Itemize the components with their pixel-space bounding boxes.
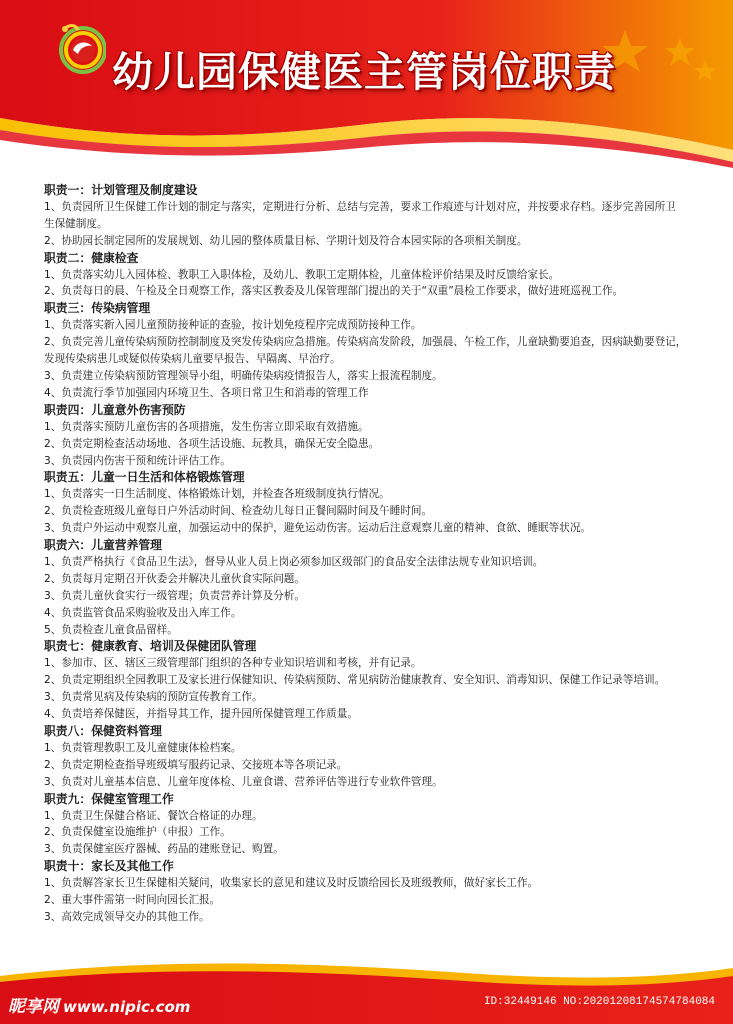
duty-item: 1、参加市、区、辖区三级管理部门组织的各种专业知识培训和考核，并有记录。 [44,657,422,670]
duty-item: 1、负责解答家长卫生保健相关疑问，收集家长的意见和建议及时反馈给园长及班级教师，做好家长工作。 [44,877,539,890]
duty-item: 3、负责户外运动中观察儿童，加强运动中的保护，避免运动伤害。运动后注意观察儿童的精神、食欲、睡眠等状况。 [44,522,592,535]
duty-item: 2、负责定期组织全园教职工及家长进行保健知识、传染病预防、常见病防治健康教育、安全知识、消毒知识、保健工作记录等培训。 [44,674,666,687]
duty-item: 2、负责定期检查活动场地、各项生活设施、玩教具，确保无安全隐患。 [44,437,380,450]
duty-item: 4、负责监管食品采购验收及出入库工作。 [44,606,242,619]
duty-item: 2、重大事件需第一时间向园长汇报。 [44,894,221,907]
section-heading: 职责五：儿童一日生活和体格锻炼管理 [44,470,245,485]
duty-item: 3、高效完成领导交办的其他工作。 [44,910,210,923]
duty-item: 3、负责建立传染病预防管理领导小组，明确传染病疫情报告人，落实上报流程制度。 [44,369,443,382]
section-heading: 职责六：儿童营养管理 [44,538,162,553]
duty-item: 生保健制度。 [44,217,108,230]
duty-item: 3、负责保健室医疗器械、药品的建账登记、购置。 [44,843,284,856]
section-heading: 职责二：健康检查 [44,250,139,265]
duty-item: 2、负责每日的晨、午检及全日观察工作，落实区教委及儿保管理部门提出的关于“双重”晨检工作要求，做好进班巡视工作。 [44,285,624,298]
section-heading: 职责一：计划管理及制度建设 [44,183,198,197]
brand-url: www.nipic.com [63,998,191,1016]
duty-item: 2、负责完善儿童传染病预防控制制度及突发传染病应急措施。传染病高发阶段，加强晨、午检工作，儿童缺勤要追查，因病缺勤要登记， [44,336,687,349]
image-id-label: ID:32449146 NO:20201208174574784084 [483,996,715,1008]
brand-name: 昵享网 [8,997,59,1017]
duty-item: 1、负责落实预防儿童伤害的各项措施，发生伤害立即采取有效措施。 [44,420,369,433]
duty-item: 3、负责儿童伙食实行一级管理；负责营养计算及分析。 [44,589,305,602]
duty-item: 3、负责园内伤害干预和统计评估工作。 [44,454,231,467]
duty-item: 4、负责流行季节加强园内环境卫生、各项日常卫生和消毒的管理工作 [44,386,369,399]
duty-item: 1、负责落实新入园儿童预防接种证的查验，按计划免疫程序完成预防接种工作。 [44,319,422,332]
section-heading: 职责八：保健资料管理 [44,724,162,738]
duty-item: 3、负责对儿童基本信息、儿童年度体检、儿童食谱、营养评估等进行专业软件管理。 [44,775,443,788]
kindergarten-logo-icon [56,20,106,78]
duty-item: 1、负责落实一日生活制度、体格锻炼计划，并检查各班级制度执行情况。 [44,488,390,501]
duty-item: 3、负责常见病及传染病的预防宣传教育工作。 [44,691,263,704]
duty-item: 2、负责检查班级儿童每日户外活动时间、检查幼儿每日正餐间隔时间及午睡时间。 [44,505,433,518]
duty-item: 2、负责保健室设施维护（申报）工作。 [44,826,231,839]
section-heading: 职责七：健康教育、培训及保健团队管理 [44,639,257,654]
duties-content [44,182,704,926]
duty-item: 2、协助园长制定园所的发展规划、幼儿园的整体质量目标、学期计划及符合本园实际的各项相关制度。 [44,234,528,247]
duty-item: 发现传染病患儿或疑似传染病儿童要早报告、早隔离、早治疗。 [44,353,341,366]
watermark-brand [8,992,190,1017]
section-heading: 职责四：儿童意外伤害预防 [44,402,186,417]
duty-item: 5、负责检查儿童食品留样。 [44,623,178,636]
section-heading: 职责九：保健室管理工作 [44,791,174,806]
duty-item: 2、负责定期检查指导班级填写服药记录、交接班本等各项记录。 [44,758,348,771]
page-title: 幼儿园保健医主管岗位职责 [112,48,616,96]
duty-item: 4、负责培养保健医，并指导其工作，提升园所保健管理工作质量。 [44,708,358,721]
duty-item: 1、负责管理教职工及儿童健康体检档案。 [44,741,242,754]
duty-item: 1、负责严格执行《食品卫生法》，督导从业人员上岗必须参加区级部门的食品安全法律法规专业知识培训。 [44,555,544,568]
duty-item: 1、负责落实幼儿入园体检、教职工入职体检，及幼儿、教职工定期体检，儿童体检评价结果及时反馈给家长。 [44,268,560,281]
section-heading: 职责三：传染病管理 [44,301,151,316]
duty-item: 2、负责每月定期召开伙委会并解决儿童伙食实际问题。 [44,572,305,585]
duty-item: 1、负责园所卫生保健工作计划的制定与落实，定期进行分析、总结与完善，要求工作痕迹与计划对应，并按要求存档。逐步完善园所卫 [44,200,676,213]
duty-item: 1、负责卫生保健合格证、餐饮合格证的办理。 [44,809,263,822]
section-heading: 职责十：家长及其他工作 [44,859,174,874]
